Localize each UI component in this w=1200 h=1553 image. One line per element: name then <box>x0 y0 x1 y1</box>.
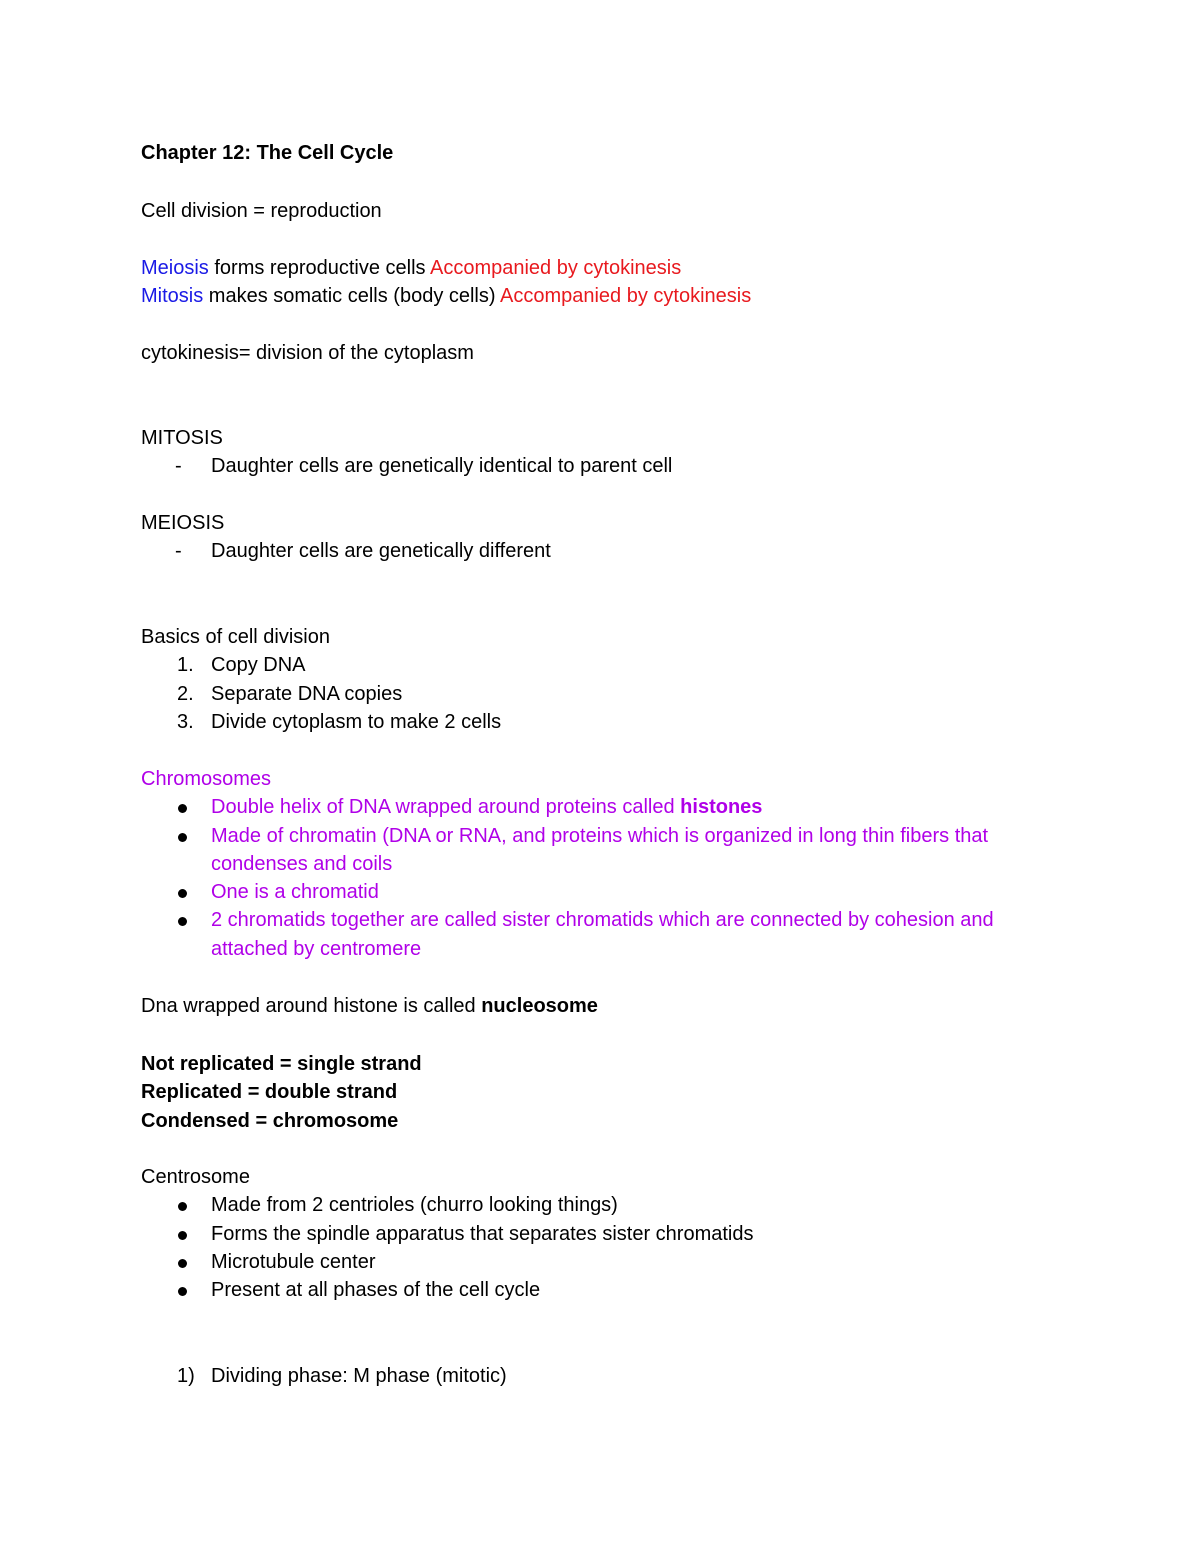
bullet-icon <box>178 1259 187 1268</box>
list-item <box>141 878 994 906</box>
mitosis-note: Accompanied by cytokinesis <box>500 285 752 307</box>
chromosomes-heading: Chromosomes <box>141 768 272 790</box>
mitosis-heading: MITOSIS <box>141 427 223 449</box>
list-item-text: Double helix of DNA wrapped around proteins called <box>211 796 681 819</box>
list-item <box>141 680 501 708</box>
list-item <box>141 452 672 480</box>
list-item-text: Present at all phases of the cell cycle <box>211 1279 541 1302</box>
page-title: Chapter 12: The Cell Cycle <box>141 142 394 164</box>
mitosis-term: Mitosis <box>141 285 204 307</box>
list-item-text-line: attached by centromere <box>211 937 422 960</box>
dash-marker: - <box>175 540 182 563</box>
cytokinesis-line: cytokinesis= division of the cytoplasm <box>141 342 474 364</box>
dash-marker: - <box>175 455 182 478</box>
list-item <box>141 906 994 963</box>
nucleosome-line <box>141 992 598 1020</box>
list-item-text: Forms the spindle apparatus that separates sister chromatids <box>211 1222 754 1245</box>
basics-section <box>141 623 501 736</box>
bullet-icon <box>178 804 187 813</box>
strand-line: Condensed = chromosome <box>141 1109 399 1132</box>
bullet-icon <box>178 1202 187 1211</box>
list-number: 1. <box>177 654 194 677</box>
list-number: 1) <box>177 1365 195 1387</box>
mitosis-text: makes somatic cells (body cells) <box>203 285 500 307</box>
nucleosome-term: nucleosome <box>481 995 598 1017</box>
strand-line: Replicated = double strand <box>141 1081 398 1104</box>
bullet-icon <box>178 1287 187 1296</box>
list-item <box>141 1248 753 1276</box>
bullet-icon <box>178 833 187 842</box>
bullet-icon <box>178 889 187 898</box>
meiosis-text: forms reproductive cells <box>208 257 430 279</box>
meiosis-section <box>141 509 551 566</box>
list-item-text: One is a chromatid <box>211 881 379 904</box>
list-item-text: Divide cytoplasm to make 2 cells <box>211 710 502 733</box>
strand-definitions <box>141 1050 422 1135</box>
basics-heading: Basics of cell division <box>141 626 330 648</box>
mitosis-line <box>141 282 751 310</box>
list-item-text: Made from 2 centrioles (churro looking things) <box>211 1194 618 1217</box>
list-item-text: Daughter cells are genetically different <box>211 540 551 563</box>
centrosome-heading: Centrosome <box>141 1166 250 1188</box>
list-item-text-line: 2 chromatids together are called sister chromatids which are connected by cohesion and <box>211 909 994 932</box>
chromosomes-section <box>141 765 994 963</box>
list-item <box>141 651 501 679</box>
list-item <box>141 1362 507 1390</box>
list-item <box>141 1191 753 1219</box>
bullet-icon <box>178 917 187 926</box>
list-item-text: Microtubule center <box>211 1250 376 1273</box>
list-item <box>141 537 551 565</box>
mitosis-section <box>141 424 672 481</box>
list-item <box>141 793 994 821</box>
strand-line: Not replicated = single strand <box>141 1053 422 1075</box>
list-item-text-line: condenses and coils <box>211 852 393 875</box>
meiosis-heading: MEIOSIS <box>141 512 225 534</box>
list-number: 2. <box>177 682 194 705</box>
phase-list <box>141 1362 507 1390</box>
meiosis-term: Meiosis <box>141 257 209 279</box>
list-item <box>141 1276 753 1304</box>
histones-term: histones <box>680 796 763 819</box>
list-item <box>141 708 501 736</box>
cell-division-line: Cell division = reproduction <box>141 200 382 222</box>
list-item <box>141 1220 753 1248</box>
list-item-text: Daughter cells are genetically identical to parent cell <box>211 455 673 478</box>
list-item <box>141 822 994 879</box>
list-item-text-line: Made of chromatin (DNA or RNA, and proteins which is organized in long thin fibers that <box>211 824 989 847</box>
list-number: 3. <box>177 710 194 733</box>
nucleosome-text: Dna wrapped around histone is called <box>141 995 482 1017</box>
bullet-icon <box>178 1231 187 1240</box>
list-item-text: Copy DNA <box>211 654 306 677</box>
list-item-text: Dividing phase: M phase (mitotic) <box>211 1365 507 1387</box>
meiosis-note: Accompanied by cytokinesis <box>430 257 682 279</box>
list-item-text: Separate DNA copies <box>211 682 403 705</box>
centrosome-section <box>141 1163 753 1304</box>
meiosis-line <box>141 254 681 282</box>
